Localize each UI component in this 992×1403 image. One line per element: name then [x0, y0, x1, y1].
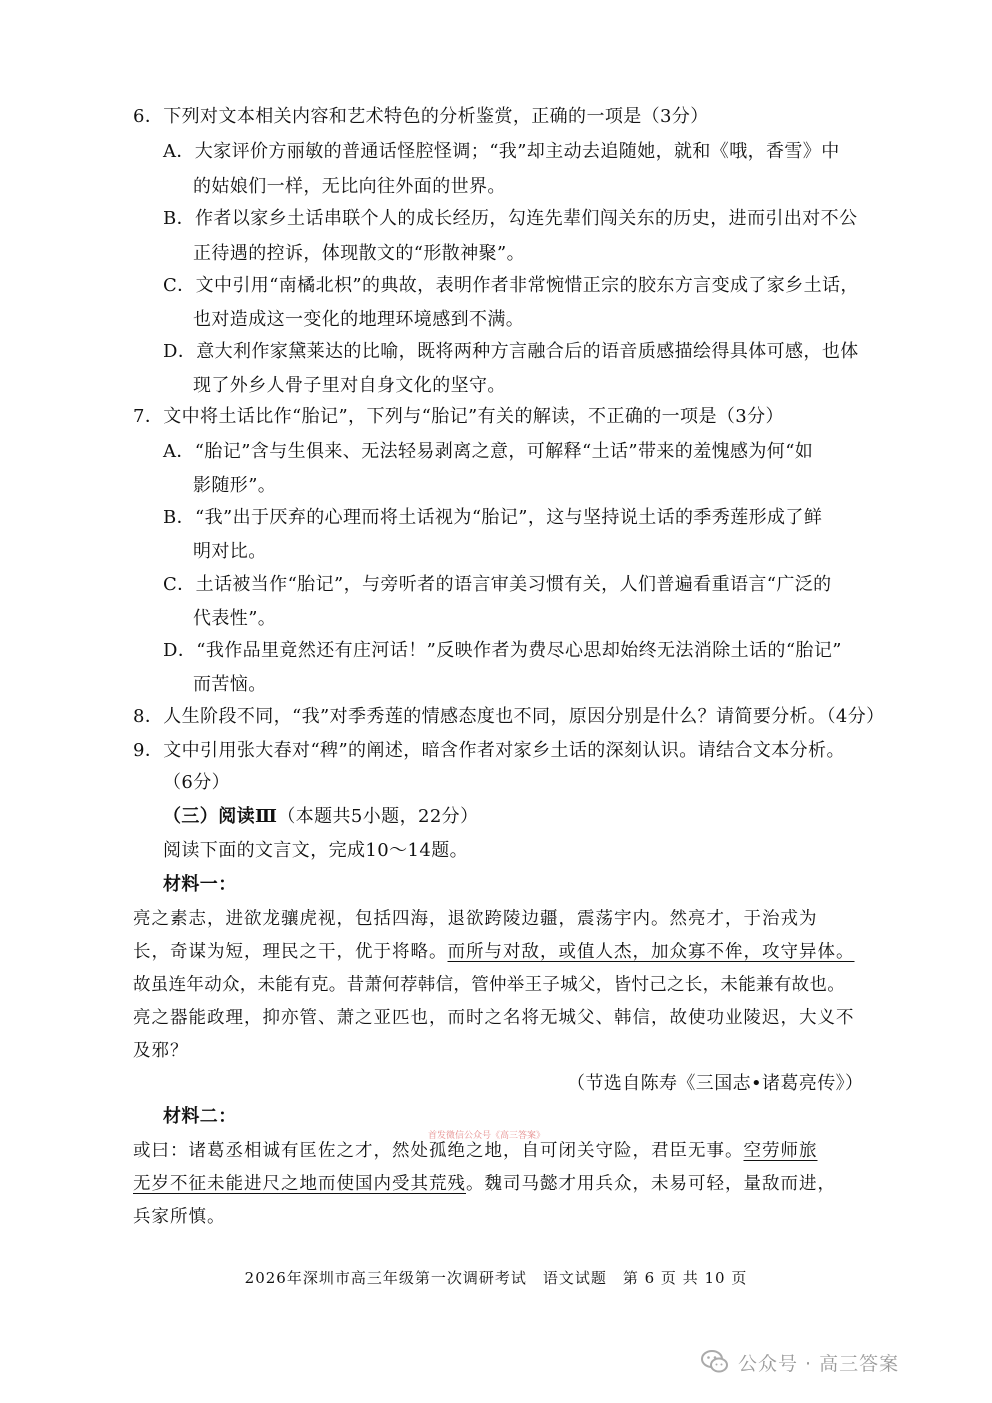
material2-line-3: 兵家所慎。 [133, 1207, 226, 1227]
material2-line-1-text: 或曰：诸葛丞相诚有匡佐之才，然处孤绝之地，自可闭关守险，君臣无事。 [133, 1141, 744, 1161]
q7-option-b: B．“我”出于厌弃的心理而将土话视为“胎记”，这与坚持说土话的季秀莲形成了鲜 [163, 507, 823, 528]
material2-label: 材料二： [163, 1106, 237, 1127]
q7-option-d-cont: 而苦恼。 [193, 674, 267, 695]
q6-option-c-cont: 也对造成这一变化的地理环境感到不满。 [193, 309, 525, 330]
section3-heading [163, 805, 478, 829]
q6-option-b: B．作者以家乡土话串联个人的成长经历，勾连先辈们闯关东的历史，进而引出对不公 [163, 208, 858, 229]
q7-option-d: D．“我作品里竟然还有庄河话！”反映作者为费尽心思却始终无法消除土话的“胎记” [163, 640, 842, 661]
material1-line-4: 亮之器能政理，抑亦管、萧之亚匹也，而时之名将无城父、韩信，故使功业陵迟，大义不 [133, 1008, 855, 1028]
q9-stem: 9．文中引用张大春对“稗”的阐述，暗含作者对家乡土话的深刻认识。请结合文本分析。 [133, 740, 845, 761]
section3-instruction: 阅读下面的文言文，完成10～14题。 [163, 840, 469, 861]
material1-line-2 [133, 940, 855, 964]
q7-option-a: A．“胎记”含与生俱来、无法轻易剥离之意，可解释“土话”带来的羞愧感为何“如 [163, 441, 814, 462]
q6-option-a: A．大家评价方丽敏的普通话怪腔怪调；“我”却主动去追随她，就和《哦，香雪》中 [163, 141, 840, 162]
brand-watermark [700, 1347, 899, 1377]
q7-option-a-cont: 影随形”。 [193, 475, 277, 496]
section3-note: （本题共5小题，22分） [277, 806, 479, 827]
q7-option-b-cont: 明对比。 [193, 541, 267, 562]
q7-option-c: C．土话被当作“胎记”，与旁听者的语言审美习惯有关，人们普遍看重语言“广泛的 [163, 574, 832, 595]
q8-stem: 8．人生阶段不同，“我”对季秀莲的情感态度也不同，原因分别是什么？请简要分析。（4分） [133, 706, 885, 727]
material2-line-2 [133, 1172, 836, 1196]
q7-option-c-cont: 代表性”。 [193, 608, 277, 629]
q7-stem: 7．文中将土话比作“胎记”，下列与“胎记”有关的解读，不正确的一项是（3分） [133, 406, 784, 427]
brand-text: 公众号 · 高三答案 [738, 1352, 900, 1375]
q6-option-a-cont: 的姑娘们一样，无比向往外面的世界。 [193, 176, 506, 197]
watermark: 首发微信公众号《高三答案》 [428, 1131, 546, 1141]
material1-line-2-text: 长，奇谋为短，理民之干，优于将略。 [133, 942, 448, 962]
material1-line-3: 故虽连年动众，未能有克。昔萧何荐韩信，管仲举王子城父，皆忖己之长，未能兼有故也。 [133, 975, 845, 995]
material1-source: （节选自陈寿《三国志•诸葛亮传》） [567, 1073, 864, 1094]
page-footer: 2026年深圳市高三年级第一次调研考试 语文试题 第 6 页 共 10 页 [244, 1269, 748, 1287]
q9-score: （6分） [163, 772, 231, 793]
wechat-icon [700, 1347, 730, 1377]
section3-title: （三）阅读Ⅲ [163, 806, 278, 827]
material2-underlined-start: 空劳师旅 [743, 1141, 818, 1161]
q6-option-c: C．文中引用“南橘北枳”的典故，表明作者非常惋惜正宗的胶东方言变成了家乡土话， [163, 275, 859, 296]
material1-underlined-sentence: 而所与对敌，或值人杰，加众寡不侔，攻守异体。 [447, 942, 855, 962]
material1-label: 材料一： [163, 874, 237, 895]
material2-underlined-end: 无岁不征未能进尺之地而使国内受其荒残 [133, 1174, 466, 1194]
q6-option-d: D．意大利作家黛莱达的比喻，既将两种方言融合后的语音质感描绘得具体可感，也体 [163, 341, 859, 362]
q6-option-b-cont: 正待遇的控诉，体现散文的“形散神聚”。 [193, 243, 526, 264]
material1-line-5: 及邪？ [133, 1041, 189, 1061]
material2-line-1 [133, 1139, 818, 1163]
material2-line-2-text: 。魏司马懿才用兵众，未易可轻，量敌而进， [466, 1174, 836, 1194]
q6-option-d-cont: 现了外乡人骨子里对自身文化的坚守。 [193, 375, 506, 396]
q6-stem: 6．下列对文本相关内容和艺术特色的分析鉴赏，正确的一项是（3分） [133, 106, 709, 127]
material1-line-1: 亮之素志，进欲龙骧虎视，包括四海，退欲跨陵边疆，震荡宇内。然亮才，于治戎为 [133, 909, 818, 929]
